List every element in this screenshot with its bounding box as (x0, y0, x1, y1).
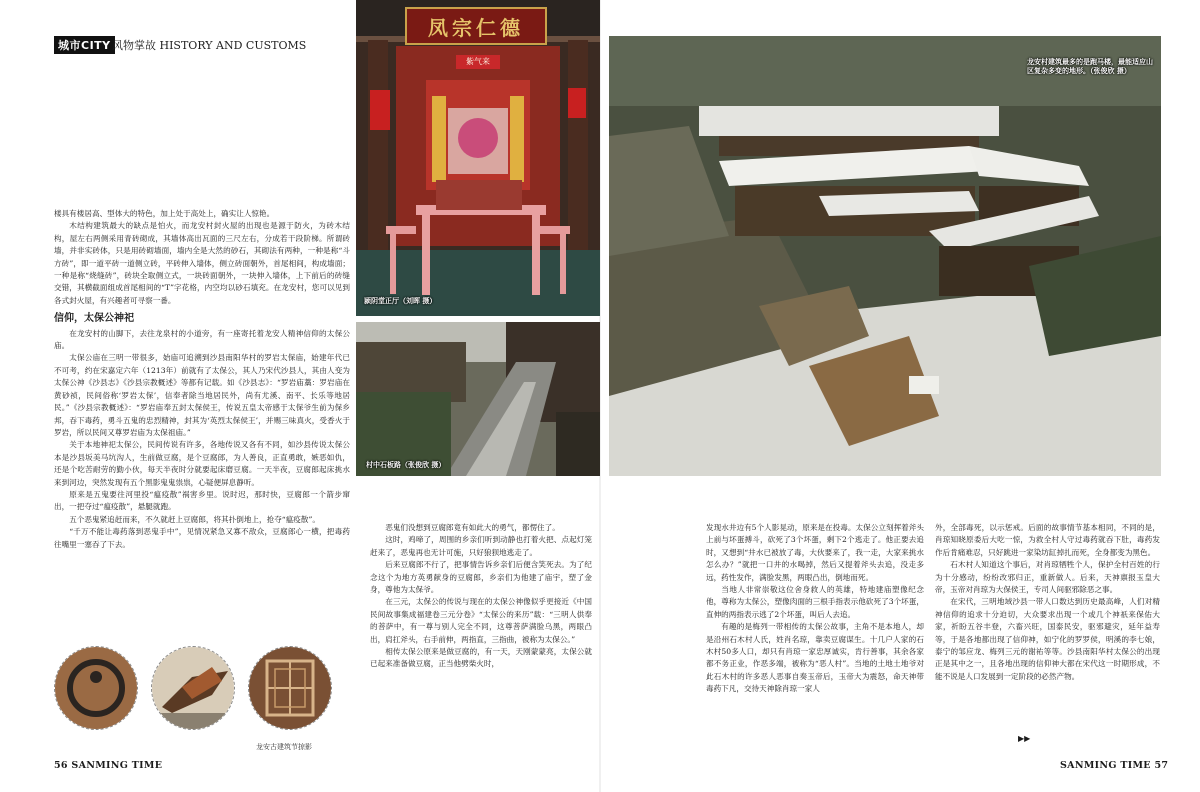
paragraph: 在龙安村的山脚下，去往龙泉村的小道旁，有一座寄托着龙安人精神信仰的太保公庙。 (54, 328, 350, 351)
eave-carving-photo (151, 646, 235, 730)
snow-village-photo (609, 36, 1161, 476)
shrine-photo (356, 0, 600, 316)
banner-text: 紫气来 (466, 57, 490, 66)
details-caption: 龙安古建筑节掠影 (256, 743, 312, 751)
middle-text-column (370, 522, 592, 742)
paragraph: 太保公庙在三明一带很多，始庙可追溯到沙县南阳华村的罗岩太保庙，始建年代已不可考，约在宋嘉定六年（1213年）前就有了太保公，其人乃宋代沙县人，其由人变为太保公神《沙县志》《沙县宗教概述》等都有记载。如《沙县志》：“罗岩庙藁：罗岩庙在黄砂祯，民间俗称‘罗岩太保’，信奉者除当地居民外，尚有尤溪、南平、长乐等地居民。”《沙县宗教概述》：“罗岩庙奉五封太保侯王，传说五皇太帝感于太保爷生前为保乡邦，吞下毒药，勇斗五鬼的忠烈精神，封其为‘英烈太保侯王’，并赐三味真火，受香火于罗岩，所以民间又尊罗岩庙为太保祖庙。” (54, 353, 350, 437)
lane-caption: 村中石板路（张俊欣 摄） (366, 461, 446, 469)
section-badge: 城市CITY (54, 36, 115, 54)
section-label: 风物掌故 HISTORY AND CUSTOMS (112, 39, 307, 52)
paragraph: 石木村人知道这个事后，对肖琼牺牲个人，保护全村百姓的行为十分感动，纷纷改邪归正，重新做人。后来，天神禀报玉皇大帝，玉帝对肖琼为大保侯王，专司人间驱邪除恶之事。 (935, 560, 1160, 595)
left-page-folio: 56 SANMING TIME (54, 760, 163, 771)
window-lattice-photo (248, 646, 332, 730)
right-page-folio: SANMING TIME 57 (1060, 760, 1169, 771)
paragraph: 这时，鸡啼了，周围的乡亲们听到动静也打着火把、点起灯笼赶来了，恶鬼再也无计可施，只好狼狈地逃走了。 (370, 535, 592, 557)
paragraph: 发现水井边有5个人影晃动，原来是在投毒。太保公立刻挥着斧头上前与坏蛋搏斗，砍死了3个坏蛋，剩下2个逃走了。他正要去追时，又想到“井水已被放了毒，大伙要来了，我一走，大家来挑水怎么办？”就把一口井的水喝掉，然后又提着斧头去追，没走多远，药性发作，满脸发黑，两眼凸出，倒地而死。 (706, 523, 924, 582)
paragraph: 在三元，太保公的传说与现在的太保公神像似乎更接近《中国民间故事集成福建卷三元分卷》“太保公的来历”载：“三明人供奉的菩萨中，有一尊与别人完全不同，这尊菩萨满脸乌黑，两眼凸出，肩扛斧头，右手前伸，两指直，三指曲，被称为太保公。” (370, 597, 592, 644)
paragraph: 有趣的是梅列一带相传的太保公故事，主角不是本地人，却是沿州石木村人氏，姓肖名琼，靠卖豆腐谋生。十几户人家的石木村50多人口，却只有肖琼一家忠厚诚实，肯行善事，其余各家都不务正业，作恶多端，被称为“恶人村”。当地的土地土地爷对此石木村的许多恶人恶事自奏玉帝后，玉帝大为震怒，命天神带毒药下凡，交待天神除肖琼一家人 (706, 622, 924, 694)
paragraph: 在宋代，三明地域沙县一带人口数达到历史最高峰，人们对精神信仰的追求十分迫切，大众要求出现一个或几个神祇来保佑大家，祈盼五谷丰登，六畜兴旺，国泰民安，驱邪避灾，延年益寿等，于是各地都出现了信仰神，如宁化的罗罗侯，明溪的李七娘，泰宁的邹应龙、梅列三元的谢祐等等。沙县南阳华村太保公的出现正是其中之一，且各地出现的信仰神大都在宋代这一时期形成，不能不说是人口发展到一定阶段的必然产物。 (935, 597, 1160, 681)
paragraph: 恶鬼们没想到豆腐郎竟有如此大的勇气，都愣住了。 (385, 523, 560, 532)
paragraph: 后来豆腐郎不行了，把事情告诉乡亲们后便含笑死去。为了纪念这个为地方英勇献身的豆腐郎，乡亲们为他建了庙宇，塑了金身，尊他为太保爷。 (370, 560, 592, 595)
stone-lane-photo (356, 322, 600, 476)
right-text-column-a (706, 522, 924, 758)
paragraph: “千万不能让毒药落到恶鬼手中”，见情况紧急又寡不敌众，豆腐郎心一横，把毒药往嘴里一塞吞了下去。 (54, 527, 350, 549)
paragraph: 相传太保公原来是做豆腐的，有一天，天刚蒙蒙亮，太保公就已起来准备做豆腐，正当他劈柴火时， (370, 647, 592, 669)
door-knocker-photo (54, 646, 138, 730)
village-caption: 龙安村建筑最多的是跑马楼，最能适应山区复杂多变的地形。（张俊欣 摄） (1027, 58, 1153, 75)
paragraph: 原来是五鬼要往河里投“瘟疫散”祸害乡里。说时迟，那时快，豆腐郎一个箭步窜出，一把夺过“瘟疫散”，悬腿就跑。 (54, 489, 350, 512)
paragraph: 当地人非常崇敬这位舍身救人的英雄，特地建庙塑像纪念他，尊称为太保公，塑像肉面的三根手指表示他砍死了3个坏蛋，直伸的两指表示逃了2个坏蛋，叫后人去追。 (706, 585, 924, 619)
end-mark: ▶▶ (1018, 734, 1031, 743)
plaque-text: 凤宗仁德 (428, 16, 524, 40)
section-heading: 信仰，太保公神祀 (54, 313, 134, 325)
paragraph: 楼具有楼居高、型体大的特色，加上处于高处上，确实让人惊艳。 (54, 209, 275, 218)
right-text-column-b (935, 522, 1160, 758)
paragraph: 外，全部毒死，以示惩戒。后面的故事情节基本相同，不同的是，肖琼知晓原委后大吃一惊，为救全村人守过毒药就吞下肚，毒药发作后肯痛难忍，只好跳进一家染坊缸掉扎而死，全身都变为黑色。 (935, 523, 1160, 557)
paragraph: 五个恶鬼紧追赶而来，不久就赶上豆腐郎，将其扑倒地上，抢夺“瘟疫散”。 (69, 514, 320, 524)
left-text-column (54, 208, 350, 638)
paragraph: 木结构建筑最大的缺点是怕火，而龙安村封火屋的出现也是源于防火，为砖木结构，屋左右两侧采用青砖砌成，其墙体高出瓦面的三尺左右，分成若干段阶梯。所谓砖墙，并非实砖体，只是用砖砌墙面，墙内全是大然的砂石，其砌法有两种，一种是称“斗方砖”，即一道平砖一道侧立砖，平砖伸入墙体，侧立砖面朝外，首尾相间，构成墙面；一种是称“烧缝砖”，砖块全取侧立式，一块砖面朝外，一块伸入墙体，上下前后的砖缝交错，其横截面组成首尾相间的“T”字花格，内空均以砂石填充。在龙安村，您可以见到各式封火屋，有兴趣者可寻察一番。 (54, 221, 350, 305)
paragraph: 关于本地神祀太保公，民间传说有许多，各地传说又各有不同，如沙县传说太保公本是沙县坂美马坑沟人，生前做豆腐，是个豆腐郎，为人善良，正直勇敢，嫉恶如仇，还是个吃苦耐劳的勤小伙，每天半夜时分就要起床磨豆腐。一天半夜，豆腐郎起床挑水来到河边，突然发现有五个黑影鬼鬼祟祟，心疑便屏息静听。 (54, 440, 350, 487)
shrine-caption: 颍阴堂正厅（刘晖 摄） (364, 297, 437, 305)
